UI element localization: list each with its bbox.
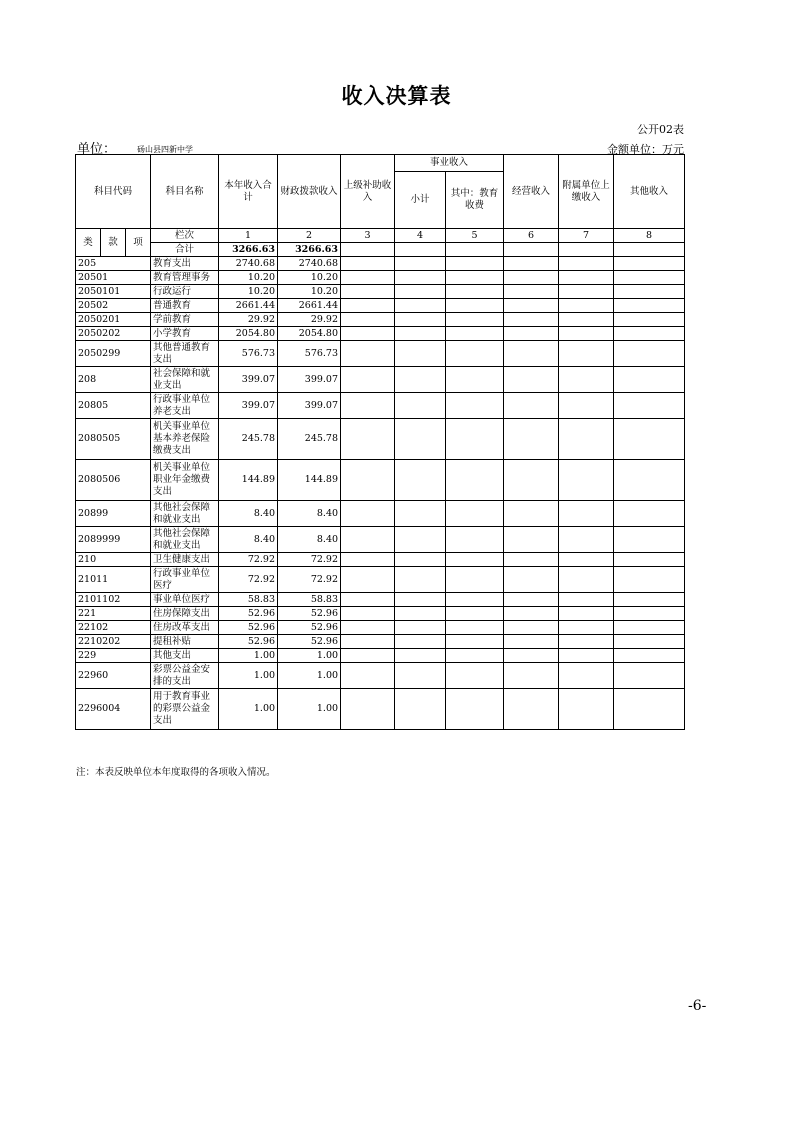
row-empty-cell — [504, 501, 559, 527]
row-total: 1.00 — [219, 663, 278, 689]
table-row — [76, 271, 685, 285]
row-empty-cell — [614, 367, 685, 393]
row-code: 2050202 — [76, 327, 151, 341]
row-fiscal: 10.20 — [278, 271, 341, 285]
total-row-total: 3266.63 — [219, 243, 278, 257]
unit-label: 单位： — [77, 142, 117, 157]
row-empty-cell — [614, 593, 685, 607]
row-empty-cell — [614, 299, 685, 313]
column-label: 栏次 — [151, 229, 219, 243]
table-row — [76, 607, 685, 621]
row-code: 210 — [76, 553, 151, 567]
row-empty-cell — [504, 527, 559, 553]
row-empty-cell — [614, 271, 685, 285]
row-fiscal: 399.07 — [278, 367, 341, 393]
row-fiscal: 10.20 — [278, 285, 341, 299]
row-empty-cell — [395, 285, 446, 299]
row-total: 29.92 — [219, 313, 278, 327]
row-empty-cell — [504, 553, 559, 567]
row-empty-cell — [395, 257, 446, 271]
row-fiscal: 52.96 — [278, 607, 341, 621]
row-name: 机关事业单位职业年金缴费支出 — [151, 460, 219, 501]
col-num: 6 — [504, 229, 559, 243]
row-total: 8.40 — [219, 501, 278, 527]
row-code: 2296004 — [76, 689, 151, 730]
row-empty-cell — [504, 689, 559, 730]
row-empty-cell — [395, 607, 446, 621]
row-empty-cell — [341, 501, 395, 527]
row-name: 教育支出 — [151, 257, 219, 271]
col-num: 3 — [341, 229, 395, 243]
total-row-label: 合计 — [151, 243, 219, 257]
col-num: 7 — [559, 229, 614, 243]
row-fiscal: 1.00 — [278, 649, 341, 663]
row-empty-cell — [504, 271, 559, 285]
row-name: 事业单位医疗 — [151, 593, 219, 607]
row-empty-cell — [341, 271, 395, 285]
row-empty-cell — [446, 593, 504, 607]
row-empty-cell — [559, 527, 614, 553]
row-empty-cell — [446, 341, 504, 367]
header-class: 类 — [76, 229, 101, 257]
row-name: 普通教育 — [151, 299, 219, 313]
row-name: 住房改革支出 — [151, 621, 219, 635]
row-fiscal: 52.96 — [278, 621, 341, 635]
row-total: 2054.80 — [219, 327, 278, 341]
row-empty-cell — [341, 621, 395, 635]
row-code: 2210202 — [76, 635, 151, 649]
row-empty-cell — [504, 567, 559, 593]
row-fiscal: 2740.68 — [278, 257, 341, 271]
row-code: 2101102 — [76, 593, 151, 607]
row-empty-cell — [446, 285, 504, 299]
row-name: 彩票公益金安排的支出 — [151, 663, 219, 689]
row-code: 22960 — [76, 663, 151, 689]
row-total: 58.83 — [219, 593, 278, 607]
row-empty-cell — [446, 607, 504, 621]
row-empty-cell — [559, 593, 614, 607]
row-empty-cell — [395, 593, 446, 607]
row-empty-cell — [341, 635, 395, 649]
table-row — [76, 393, 685, 419]
header-fiscal: 财政拨款收入 — [278, 155, 341, 229]
row-empty-cell — [504, 285, 559, 299]
row-empty-cell — [446, 635, 504, 649]
row-empty-cell — [446, 553, 504, 567]
row-empty-cell — [395, 393, 446, 419]
row-empty-cell — [341, 460, 395, 501]
row-empty-cell — [559, 635, 614, 649]
row-code: 2080505 — [76, 419, 151, 460]
row-empty-cell — [559, 621, 614, 635]
row-empty-cell — [614, 285, 685, 299]
row-empty-cell — [395, 553, 446, 567]
row-empty-cell — [341, 663, 395, 689]
col-num: 8 — [614, 229, 685, 243]
row-empty-cell — [614, 257, 685, 271]
row-code: 2080506 — [76, 460, 151, 501]
row-empty-cell — [446, 299, 504, 313]
row-total: 72.92 — [219, 567, 278, 593]
row-empty-cell — [504, 607, 559, 621]
col-num: 5 — [446, 229, 504, 243]
row-empty-cell — [614, 419, 685, 460]
row-empty-cell — [559, 553, 614, 567]
row-empty-cell — [504, 393, 559, 419]
row-empty-cell — [559, 313, 614, 327]
row-empty-cell — [504, 663, 559, 689]
table-row — [76, 327, 685, 341]
row-code: 2050101 — [76, 285, 151, 299]
row-empty-cell — [395, 341, 446, 367]
row-total: 1.00 — [219, 649, 278, 663]
row-total: 52.96 — [219, 635, 278, 649]
row-code: 2050299 — [76, 341, 151, 367]
row-empty-cell — [341, 593, 395, 607]
row-empty-cell — [446, 419, 504, 460]
row-fiscal: 144.89 — [278, 460, 341, 501]
row-empty-cell — [504, 593, 559, 607]
row-empty-cell — [446, 689, 504, 730]
row-code: 2050201 — [76, 313, 151, 327]
row-empty-cell — [614, 635, 685, 649]
header-total: 本年收入合计 — [219, 155, 278, 229]
row-empty-cell — [341, 327, 395, 341]
row-name: 机关事业单位基本养老保险缴费支出 — [151, 419, 219, 460]
row-empty-cell — [446, 649, 504, 663]
row-empty-cell — [559, 649, 614, 663]
row-empty-cell — [446, 663, 504, 689]
row-total: 576.73 — [219, 341, 278, 367]
row-empty-cell — [614, 689, 685, 730]
row-empty-cell — [614, 393, 685, 419]
table-row — [76, 501, 685, 527]
row-empty-cell — [341, 257, 395, 271]
row-empty-cell — [559, 257, 614, 271]
row-fiscal: 245.78 — [278, 419, 341, 460]
row-code: 20502 — [76, 299, 151, 313]
row-fiscal: 399.07 — [278, 393, 341, 419]
row-empty-cell — [395, 501, 446, 527]
row-empty-cell — [446, 393, 504, 419]
row-empty-cell — [446, 313, 504, 327]
row-empty-cell — [446, 271, 504, 285]
row-empty-cell — [341, 419, 395, 460]
header-operating: 经营收入 — [504, 155, 559, 229]
row-total: 10.20 — [219, 285, 278, 299]
row-name: 住房保障支出 — [151, 607, 219, 621]
row-fiscal: 58.83 — [278, 593, 341, 607]
row-empty-cell — [559, 567, 614, 593]
form-number: 公开02表 — [637, 123, 684, 136]
row-empty-cell — [341, 393, 395, 419]
row-empty-cell — [395, 460, 446, 501]
row-empty-cell — [614, 621, 685, 635]
table-row — [76, 299, 685, 313]
row-empty-cell — [614, 663, 685, 689]
row-empty-cell — [504, 299, 559, 313]
row-empty-cell — [341, 689, 395, 730]
amount-unit: 金额单位：万元 — [607, 143, 684, 156]
row-empty-cell — [614, 341, 685, 367]
row-total: 245.78 — [219, 419, 278, 460]
row-empty-cell — [395, 621, 446, 635]
row-name: 用于教育事业的彩票公益金支出 — [151, 689, 219, 730]
row-fiscal: 576.73 — [278, 341, 341, 367]
row-empty-cell — [614, 313, 685, 327]
row-fiscal: 8.40 — [278, 527, 341, 553]
row-empty-cell — [446, 327, 504, 341]
row-total: 72.92 — [219, 553, 278, 567]
row-name: 教育管理事务 — [151, 271, 219, 285]
row-empty-cell — [614, 553, 685, 567]
row-empty-cell — [559, 285, 614, 299]
table-row — [76, 553, 685, 567]
row-empty-cell — [446, 567, 504, 593]
table-row — [76, 419, 685, 460]
row-empty-cell — [341, 341, 395, 367]
row-empty-cell — [395, 663, 446, 689]
row-name: 提租补贴 — [151, 635, 219, 649]
row-empty-cell — [559, 501, 614, 527]
header-section: 款 — [101, 229, 126, 257]
row-empty-cell — [504, 419, 559, 460]
row-total: 52.96 — [219, 607, 278, 621]
header-subtotal: 小计 — [395, 172, 446, 229]
row-empty-cell — [504, 257, 559, 271]
row-empty-cell — [559, 327, 614, 341]
col-num: 4 — [395, 229, 446, 243]
col-num: 2 — [278, 229, 341, 243]
row-empty-cell — [504, 313, 559, 327]
row-empty-cell — [341, 649, 395, 663]
row-empty-cell — [395, 419, 446, 460]
header-superior: 上级补助收入 — [341, 155, 395, 229]
table-row — [76, 460, 685, 501]
row-empty-cell — [614, 460, 685, 501]
row-name: 其他普通教育支出 — [151, 341, 219, 367]
row-name: 其他社会保障和就业支出 — [151, 501, 219, 527]
row-empty-cell — [341, 367, 395, 393]
row-empty-cell — [395, 649, 446, 663]
unit-name: 砀山县四新中学 — [137, 145, 193, 154]
row-total: 399.07 — [219, 393, 278, 419]
row-empty-cell — [446, 527, 504, 553]
row-total: 52.96 — [219, 621, 278, 635]
row-empty-cell — [504, 367, 559, 393]
row-empty-cell — [559, 460, 614, 501]
row-empty-cell — [341, 567, 395, 593]
row-total: 1.00 — [219, 689, 278, 730]
row-name: 行政事业单位医疗 — [151, 567, 219, 593]
table-row — [76, 567, 685, 593]
row-empty-cell — [395, 367, 446, 393]
row-name: 行政事业单位养老支出 — [151, 393, 219, 419]
row-fiscal: 52.96 — [278, 635, 341, 649]
row-empty-cell — [614, 567, 685, 593]
row-empty-cell — [395, 689, 446, 730]
income-table — [75, 154, 685, 730]
row-empty-cell — [559, 393, 614, 419]
header-item: 项 — [126, 229, 151, 257]
row-name: 小学教育 — [151, 327, 219, 341]
row-empty-cell — [446, 621, 504, 635]
row-fiscal: 1.00 — [278, 663, 341, 689]
row-fiscal: 29.92 — [278, 313, 341, 327]
row-total: 2661.44 — [219, 299, 278, 313]
row-code: 221 — [76, 607, 151, 621]
row-empty-cell — [395, 567, 446, 593]
row-empty-cell — [614, 527, 685, 553]
table-note: 注：本表反映单位本年度取得的各项收入情况。 — [76, 767, 276, 778]
table-row — [76, 689, 685, 730]
row-name: 社会保障和就业支出 — [151, 367, 219, 393]
row-code: 20805 — [76, 393, 151, 419]
table-row — [76, 367, 685, 393]
row-code: 205 — [76, 257, 151, 271]
row-total: 2740.68 — [219, 257, 278, 271]
total-row-fiscal: 3266.63 — [278, 243, 341, 257]
table-row — [76, 257, 685, 271]
row-code: 208 — [76, 367, 151, 393]
row-empty-cell — [395, 299, 446, 313]
row-empty-cell — [504, 341, 559, 367]
row-total: 8.40 — [219, 527, 278, 553]
row-fiscal: 8.40 — [278, 501, 341, 527]
row-total: 144.89 — [219, 460, 278, 501]
row-empty-cell — [395, 327, 446, 341]
row-empty-cell — [446, 460, 504, 501]
row-empty-cell — [504, 621, 559, 635]
row-empty-cell — [559, 299, 614, 313]
row-code: 22102 — [76, 621, 151, 635]
row-empty-cell — [395, 271, 446, 285]
header-code: 科目代码 — [76, 155, 151, 229]
row-total: 399.07 — [219, 367, 278, 393]
col-num: 1 — [219, 229, 278, 243]
row-code: 20501 — [76, 271, 151, 285]
table-row — [76, 663, 685, 689]
row-total: 10.20 — [219, 271, 278, 285]
row-empty-cell — [559, 419, 614, 460]
row-empty-cell — [559, 689, 614, 730]
row-code: 229 — [76, 649, 151, 663]
row-empty-cell — [341, 313, 395, 327]
row-empty-cell — [395, 527, 446, 553]
row-empty-cell — [446, 501, 504, 527]
row-empty-cell — [559, 271, 614, 285]
header-name: 科目名称 — [151, 155, 219, 229]
page-title: 收入决算表 — [341, 84, 452, 108]
table-row — [76, 313, 685, 327]
row-code: 20899 — [76, 501, 151, 527]
row-empty-cell — [504, 327, 559, 341]
row-empty-cell — [559, 341, 614, 367]
row-fiscal: 72.92 — [278, 567, 341, 593]
row-code: 2089999 — [76, 527, 151, 553]
row-empty-cell — [504, 635, 559, 649]
row-empty-cell — [504, 460, 559, 501]
row-empty-cell — [446, 367, 504, 393]
row-fiscal: 1.00 — [278, 689, 341, 730]
row-empty-cell — [341, 285, 395, 299]
row-empty-cell — [614, 649, 685, 663]
header-business: 事业收入 — [395, 155, 504, 172]
header-affiliated: 附属单位上缴收入 — [559, 155, 614, 229]
row-empty-cell — [614, 607, 685, 621]
header-other: 其他收入 — [614, 155, 685, 229]
table-row — [76, 285, 685, 299]
row-fiscal: 2661.44 — [278, 299, 341, 313]
table-row — [76, 527, 685, 553]
row-empty-cell — [395, 313, 446, 327]
table-row — [76, 649, 685, 663]
row-empty-cell — [614, 327, 685, 341]
page-number: -6- — [688, 998, 707, 1014]
table-row — [76, 621, 685, 635]
row-name: 行政运行 — [151, 285, 219, 299]
row-empty-cell — [504, 649, 559, 663]
row-empty-cell — [559, 663, 614, 689]
row-fiscal: 2054.80 — [278, 327, 341, 341]
table-row — [76, 635, 685, 649]
table-row — [76, 593, 685, 607]
row-empty-cell — [341, 527, 395, 553]
row-empty-cell — [446, 257, 504, 271]
row-name: 卫生健康支出 — [151, 553, 219, 567]
row-fiscal: 72.92 — [278, 553, 341, 567]
table-row — [76, 341, 685, 367]
row-empty-cell — [395, 635, 446, 649]
row-empty-cell — [341, 553, 395, 567]
row-empty-cell — [614, 501, 685, 527]
header-education-fee: 其中：教育收费 — [446, 172, 504, 229]
row-name: 其他社会保障和就业支出 — [151, 527, 219, 553]
row-empty-cell — [341, 607, 395, 621]
row-name: 学前教育 — [151, 313, 219, 327]
row-code: 21011 — [76, 567, 151, 593]
row-empty-cell — [559, 367, 614, 393]
row-empty-cell — [341, 299, 395, 313]
row-name: 其他支出 — [151, 649, 219, 663]
row-empty-cell — [559, 607, 614, 621]
